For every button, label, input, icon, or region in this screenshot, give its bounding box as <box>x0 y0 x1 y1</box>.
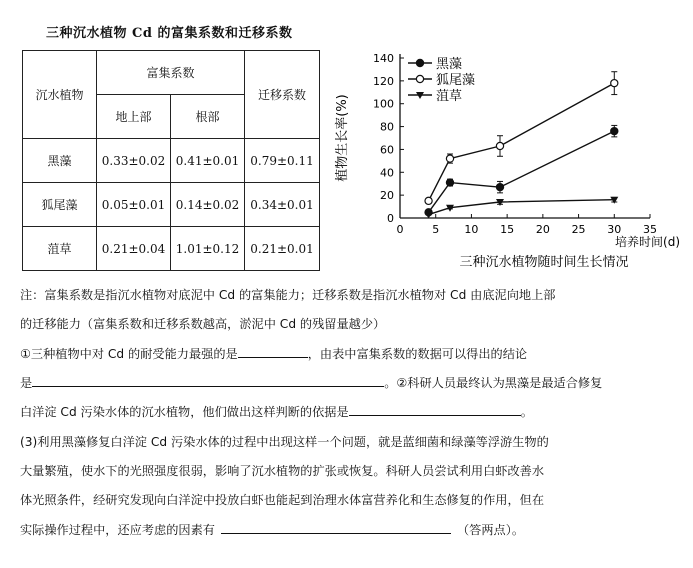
question-3-line-1: (3)利用黑藻修复白洋淀 Cd 污染水体的过程中出现这样一个问题，就是蓝细菌和绿藻等浮游生物的 <box>20 435 549 449</box>
cell-plant: 黑藻 <box>23 139 97 183</box>
table-row <box>23 139 320 183</box>
table-row <box>23 227 320 271</box>
cell-plant: 菹草 <box>23 227 97 271</box>
question-2-a: 白洋淀 Cd 污染水体的沉水植物，他们做出这样判断的依据是 <box>20 405 349 419</box>
question-2-b: 。 <box>520 405 533 419</box>
note-line-2: 的迁移能力（富集系数和迁移系数越高，淤泥中 Cd 的残留量越少） <box>20 317 386 331</box>
x-tick-label: 25 <box>571 223 586 236</box>
y-tick-label: 140 <box>373 52 394 65</box>
note-line-1: 注：富集系数是指沉水植物对底泥中 Cd 的富集能力；迁移系数是指沉水植物对 Cd 由底泥向地上部 <box>20 288 556 302</box>
series-filled-circle <box>425 125 618 215</box>
data-point <box>611 80 618 87</box>
data-point <box>425 197 432 204</box>
question-3-line-2: 大量繁殖，使水下的光照强度很弱，影响了沉水植物的扩张或恢复。科研人员尝试利用白虾改善水 <box>20 464 545 478</box>
data-point <box>416 59 423 66</box>
answer-blank-2[interactable] <box>32 374 384 387</box>
x-tick-label: 20 <box>535 223 550 236</box>
y-tick-label: 120 <box>373 74 394 88</box>
cell-root: 0.41±0.01 <box>171 139 245 183</box>
series-filled-triangle <box>425 197 619 219</box>
header-transfer: 迁移系数 <box>245 51 320 139</box>
y-tick-label: 20 <box>380 189 394 203</box>
question-1-a: ①三种植物中对 Cd 的耐受能力最强的是 <box>20 347 238 361</box>
header-root: 根部 <box>171 95 245 139</box>
growth-chart <box>332 44 684 274</box>
answer-blank-4[interactable] <box>221 521 451 534</box>
x-tick-label: 35 <box>643 223 657 236</box>
question-3-line-3: 体光照条件，经研究发现向白洋淀中投放白虾也能起到治理水体富营养化和生态修复的作用，但在 <box>20 493 545 507</box>
header-above: 地上部 <box>97 95 171 139</box>
x-tick-label: 5 <box>432 223 440 236</box>
table-row <box>23 183 320 227</box>
answer-blank-1[interactable] <box>238 345 308 358</box>
cell-above: 0.21±0.04 <box>97 227 171 271</box>
question-1-b: ，由表中富集系数的数据可以得出的结论 <box>307 347 528 361</box>
cell-transfer: 0.34±0.01 <box>245 183 320 227</box>
legend-label: 黑藻 <box>436 57 463 72</box>
x-tick-label: 15 <box>500 223 515 236</box>
header-enrich: 富集系数 <box>97 51 245 95</box>
x-tick-label: 0 <box>396 223 404 236</box>
cell-root: 0.14±0.02 <box>171 183 245 227</box>
question-1-c: 是 <box>20 376 33 390</box>
x-tick-label: 30 <box>607 223 622 236</box>
data-point <box>496 184 503 191</box>
question-1-continued <box>20 374 602 391</box>
legend-label: 狐尾藻 <box>436 73 476 88</box>
y-tick-label: 0 <box>387 212 394 225</box>
cd-coefficient-table <box>22 50 320 271</box>
question-1-d: 。②科研人员最终认为黑藻是最适合修复 <box>384 376 603 390</box>
cell-transfer: 0.21±0.01 <box>245 227 320 271</box>
question-3-a: 实际操作过程中，还应考虑的因素有 <box>20 523 215 537</box>
legend-label: 菹草 <box>436 89 463 104</box>
y-tick-label: 60 <box>380 143 394 157</box>
header-plant: 沉水植物 <box>23 51 97 139</box>
y-axis-label: 植物生长率(%) <box>335 94 350 182</box>
cell-above: 0.05±0.01 <box>97 183 171 227</box>
series-line <box>429 200 615 215</box>
y-tick-label: 80 <box>380 120 394 134</box>
cell-plant: 狐尾藻 <box>23 183 97 227</box>
question-3-b: （答两点）。 <box>457 523 525 537</box>
y-tick-label: 100 <box>373 97 394 111</box>
cell-root: 1.01±0.12 <box>171 227 245 271</box>
cell-above: 0.33±0.02 <box>97 139 171 183</box>
x-axis-label: 培养时间(d) <box>615 235 680 249</box>
answer-blank-3[interactable] <box>349 403 521 416</box>
cell-transfer: 0.79±0.11 <box>245 139 320 183</box>
x-tick-label: 10 <box>464 223 479 236</box>
chart-title: 三种沉水植物随时间生长情况 <box>459 255 629 270</box>
question-3-line-4 <box>20 521 524 538</box>
data-point <box>496 142 503 149</box>
data-point <box>416 75 423 82</box>
question-1-line <box>20 345 527 362</box>
question-2-line <box>20 403 533 420</box>
data-point <box>446 155 453 162</box>
data-point <box>446 179 453 186</box>
table-title: 三种沉水植物 Cd 的富集系数和迁移系数 <box>46 26 293 41</box>
data-point <box>611 128 618 135</box>
y-tick-label: 40 <box>380 166 394 180</box>
